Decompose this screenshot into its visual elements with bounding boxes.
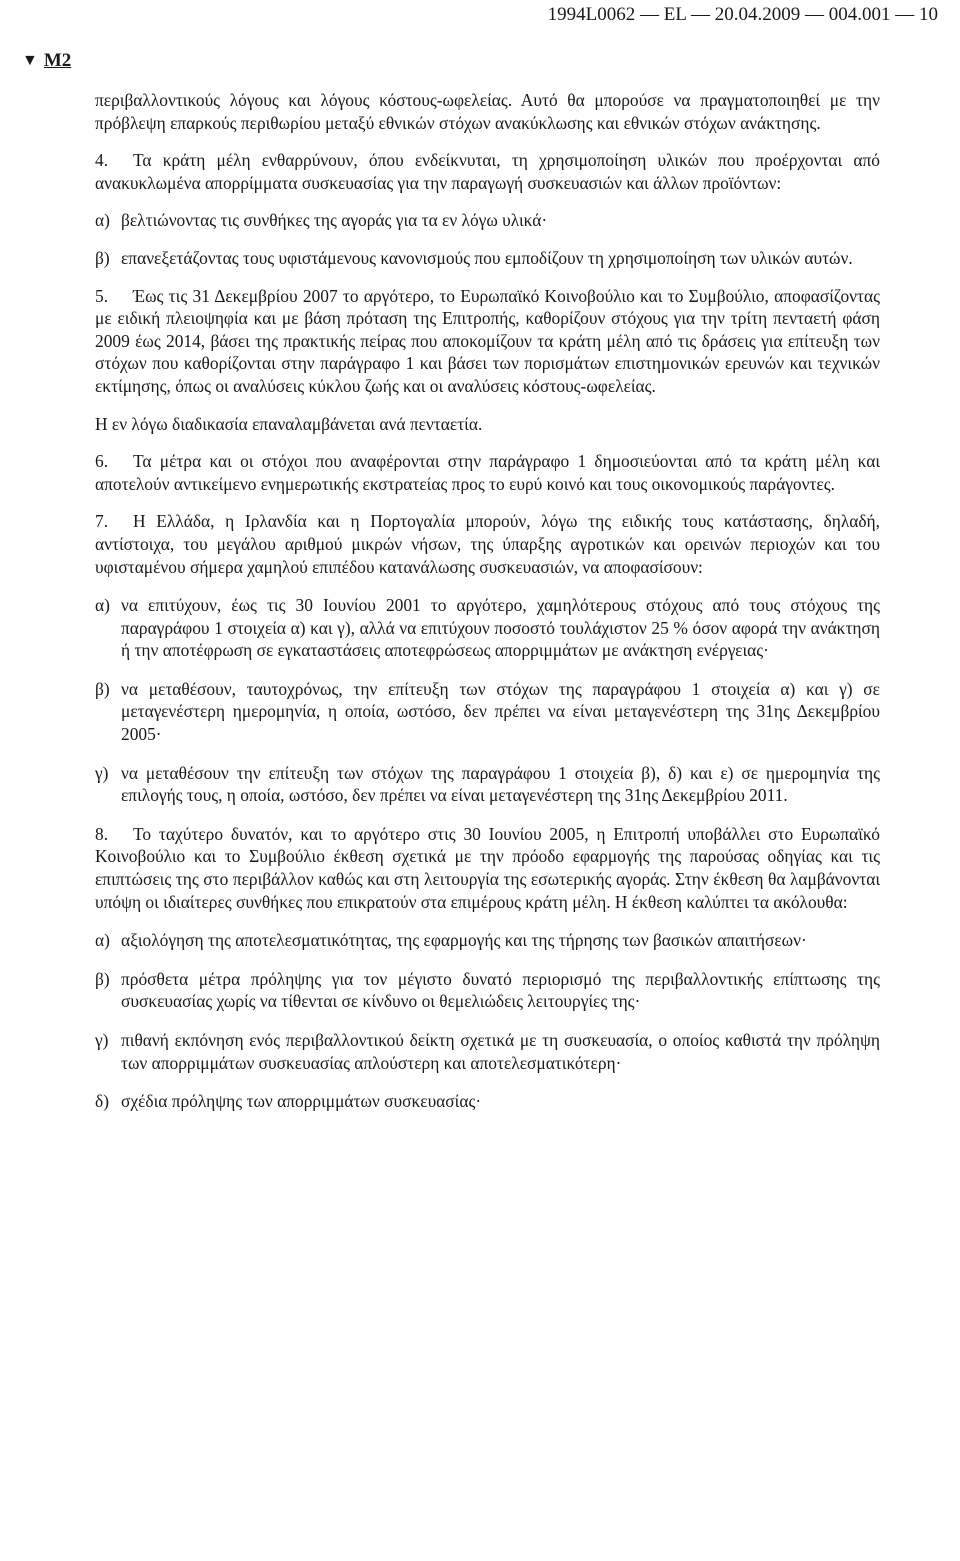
list-item-text: πιθανή εκπόνηση ενός περιβαλλοντικού δείκτη σχετικά με τη συσκευασία, ο οποίος καθιστά την πρόληψη των απορριμμάτων συσκευασίας απλούστερη και αποτελεσματικότερη· bbox=[121, 1030, 880, 1073]
list-item-label: γ) bbox=[95, 762, 109, 783]
paragraph-text: Το ταχύτερο δυνατόν, και το αργότερο στις 30 Ιουνίου 2005, η Επιτροπή υποβάλλει στο Ευρωπαϊκό Κοινοβούλιο και το Συμβούλιο έκθεση σχετικά με την πρόοδο εφαρμογής της παρούσας οδηγίας και τις επιπτώσεις της στο περιβάλλον καθώς και στη λειτουργία της εσωτερικής αγοράς. Στην έκθεση θα λαμβάνονται υπόψη οι ιδιαίτερες συνθήκες που επικρατούν στα επιμέρους κράτη μέλη. Η έκθεση καλύπτει τα ακόλουθα: bbox=[95, 823, 880, 912]
paragraph-number: 4. bbox=[95, 150, 109, 171]
amendment-marker-label: M2 bbox=[43, 50, 72, 71]
list-item bbox=[95, 1090, 880, 1113]
paragraph-text: Τα μέτρα και οι στόχοι που αναφέρονται στην παράγραφο 1 δημοσιεύονται από τα κράτη μέλη και αποτελούν αντικείμενο ενημερωτικής εκστρατείας προς το ευρύ κοινό και τους οικονομικούς παράγοντες. bbox=[95, 451, 880, 494]
list-item-label: β) bbox=[95, 968, 110, 989]
list-item bbox=[95, 247, 880, 270]
list-item bbox=[95, 594, 880, 662]
paragraph-number: 6. bbox=[95, 451, 109, 472]
paragraph-number: 7. bbox=[95, 511, 109, 532]
list-item bbox=[95, 762, 880, 807]
list-item-text: να μεταθέσουν, ταυτοχρόνως, την επίτευξη των στόχων της παραγράφου 1 στοιχεία α) και γ) σε μεταγενέστερη ημερομηνία, η οποία, ωστόσο, δεν πρέπει να είναι μεταγενέστερη της 31ης Δεκεμβρίου 2005· bbox=[121, 678, 880, 745]
list-item-label: δ) bbox=[95, 1091, 109, 1112]
paragraph-5 bbox=[95, 285, 880, 398]
paragraph-5-subparagraph: Η εν λόγω διαδικασία επαναλαμβάνεται ανά πενταετία. bbox=[95, 413, 483, 434]
paragraph-4 bbox=[95, 149, 880, 194]
list-item-label: β) bbox=[95, 678, 110, 699]
list-item-text: αξιολόγηση της αποτελεσματικότητας, της εφαρμογής και της τήρησης των βασικών απαιτήσεων· bbox=[121, 930, 807, 951]
document-body bbox=[95, 89, 880, 1113]
list-item bbox=[95, 678, 880, 746]
list-item-text: επανεξετάζοντας τους υφιστάμενους κανονισμούς που εμποδίζουν τη χρησιμοποίηση των υλικών αυτών. bbox=[121, 247, 853, 268]
list-item-text: να επιτύχουν, έως τις 30 Ιουνίου 2001 το αργότερο, χαμηλότερους στόχους από τους στόχους της παραγράφου 1 στοιχεία α) και γ), αλλά να επιτύχουν ποσοστό τουλάχιστον 25 % όσον αφορά την ανάκτηση ή την αποτέφρωση σε εγκαταστάσεις αποτεφρώσεως απορριμμάτων με ανάκτηση ενέργειας· bbox=[121, 595, 880, 661]
paragraph-continuation: περιβαλλοντικούς λόγους και λόγους κόστους-ωφελείας. Αυτό θα μπορούσε να πραγματοποιηθεί με την πρόβλεψη επαρκούς περιθωρίου μεταξύ εθνικών στόχων ανακύκλωσης και εθνικών στόχων ανάκτησης. bbox=[95, 90, 880, 133]
list-item-text: βελτιώνοντας τις συνθήκες της αγοράς για τα εν λόγω υλικά· bbox=[121, 210, 548, 231]
paragraph-7 bbox=[95, 510, 880, 578]
list-item bbox=[95, 209, 880, 232]
list-item bbox=[95, 968, 880, 1013]
list-item-label: α) bbox=[95, 595, 110, 616]
paragraph-6 bbox=[95, 450, 880, 495]
amendment-marker bbox=[22, 50, 71, 72]
paragraph-text: Η Ελλάδα, η Ιρλανδία και η Πορτογαλία μπορούν, λόγω της ειδικής τους κατάστασης, δηλαδή, αντίστοιχα, του μεγάλου αριθμού μικρών νήσων, της ύπαρξης αγροτικών και ορεινών περιοχών και του υφισταμένου σήμερα χαμηλού επιπέδου κατανάλωσης συσκευασιών, να αποφασίσουν: bbox=[95, 511, 880, 577]
list-item-text: να μεταθέσουν την επίτευξη των στόχων της παραγράφου 1 στοιχεία β), δ) και ε) σε ημερομηνία της επιλογής τους, η οποία, ωστόσο, δεν πρέπει να είναι μεταγενέστερη της 31ης Δεκεμβρίου 2011. bbox=[121, 762, 880, 806]
paragraph-number: 5. bbox=[95, 285, 109, 306]
paragraph-text: Έως τις 31 Δεκεμβρίου 2007 το αργότερο, το Ευρωπαϊκό Κοινοβούλιο και το Συμβούλιο, αποφασίζοντας με ειδική πλειοψηφία και με βάση πρόταση της Επιτροπής, καθορίζουν στόχους για την τρίτη πενταετή φάση 2009 έως 2014, βάσει της πρακτικής πείρας που αποκομίζουν τα κράτη μέλη από τις δράσεις για επίτευξη των στόχων που καθορίζονται στην παράγραφο 1 και βάσει των πορισμάτων επιστημονικών ερευνών και τεχνικών εκτίμησης, όπως οι αναλύσεις κύκλου ζωής και οι αναλύσεις κόστους-ωφελείας. bbox=[95, 285, 880, 396]
list-item-label: α) bbox=[95, 210, 110, 231]
list-item-text: σχέδια πρόληψης των απορριμμάτων συσκευασίας· bbox=[121, 1091, 482, 1112]
list-item-label: β) bbox=[95, 247, 110, 268]
list-item bbox=[95, 929, 880, 952]
paragraph-text: Τα κράτη μέλη ενθαρρύνουν, όπου ενδείκνυται, τη χρησιμοποίηση υλικών που προέρχονται από ανακυκλωμένα απορρίμματα συσκευασίας για την παραγωγή συσκευασιών και άλλων προϊόντων: bbox=[95, 150, 880, 193]
list-item-label: α) bbox=[95, 930, 110, 951]
list-item-text: πρόσθετα μέτρα πρόληψης για τον μέγιστο δυνατό περιορισμό της περιβαλλοντικής επίπτωσης της συσκευασίας χωρίς να τίθενται σε κίνδυνο οι θεμελιώδεις λειτουργίες της· bbox=[121, 968, 880, 1012]
list-item-label: γ) bbox=[95, 1030, 109, 1050]
document-reference-header: 1994L0062 — EL — 20.04.2009 — 004.001 — 10 bbox=[547, 4, 938, 25]
triangle-down-icon: ▼ bbox=[22, 52, 38, 69]
paragraph-8 bbox=[95, 823, 880, 913]
paragraph-number: 8. bbox=[95, 823, 109, 844]
list-item bbox=[95, 1029, 880, 1074]
